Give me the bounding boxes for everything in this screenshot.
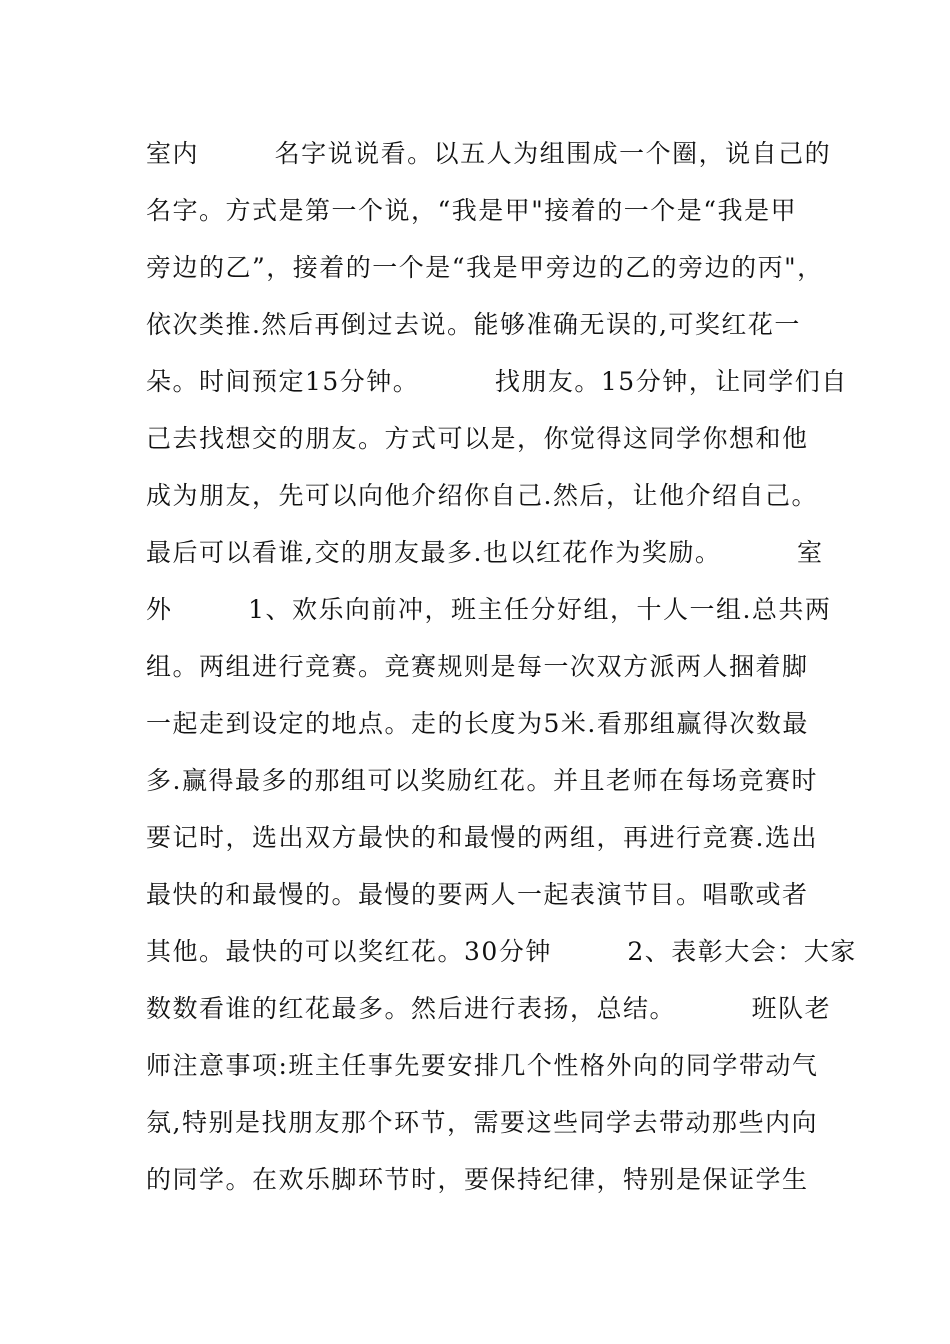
text-line: 旁边的乙”，接着的一个是“我是甲旁边的乙的旁边的丙"， [146,253,824,282]
text-line: 数数看谁的红花最多。然后进行表扬，总结。 班队老 [146,994,832,1023]
text-line: 其他。最快的可以奖红花。30分钟 2、表彰大会：大家 [146,937,857,966]
text-line: 最快的和最慢的。最慢的要两人一起表演节目。唱歌或者 [146,880,809,909]
text-line: 要记时，选出双方最快的和最慢的两组，再进行竞赛.选出 [146,823,818,852]
text-line: 师注意事项:班主任事先要安排几个性格外向的同学带动气 [146,1051,819,1080]
text-line: 多.赢得最多的那组可以奖励红花。并且老师在每场竞赛时 [146,766,818,795]
text-line: 一起走到设定的地点。走的长度为5米.看那组赢得次数最 [146,709,809,738]
text-line: 己去找想交的朋友。方式可以是，你觉得这同学你想和他 [146,424,809,453]
text-line: 氛,特别是找朋友那个环节，需要这些同学去带动那些内向 [146,1108,818,1137]
body-text [146,125,857,1208]
text-line: 依次类推.然后再倒过去说。能够准确无误的,可奖红花一 [146,310,801,339]
text-line: 的同学。在欢乐脚环节时，要保持纪律，特别是保证学生 [146,1165,809,1194]
text-line: 名字。方式是第一个说，“我是甲"接着的一个是“我是甲 [146,196,798,225]
text-line: 室内 名字说说看。以五人为组围成一个圈，说自己的 [146,139,832,168]
text-line: 最后可以看谁,交的朋友最多.也以红花作为奖励。 室 [146,538,824,567]
text-line: 朵。时间预定15分钟。 找朋友。15分钟，让同学们自 [146,367,848,396]
text-line: 组。两组进行竞赛。竞赛规则是每一次双方派两人捆着脚 [146,652,809,681]
text-line: 成为朋友，先可以向他介绍你自己.然后，让他介绍自己。 [146,481,818,510]
text-line: 外 1、欢乐向前冲，班主任分好组，十人一组.总共两 [146,595,832,624]
